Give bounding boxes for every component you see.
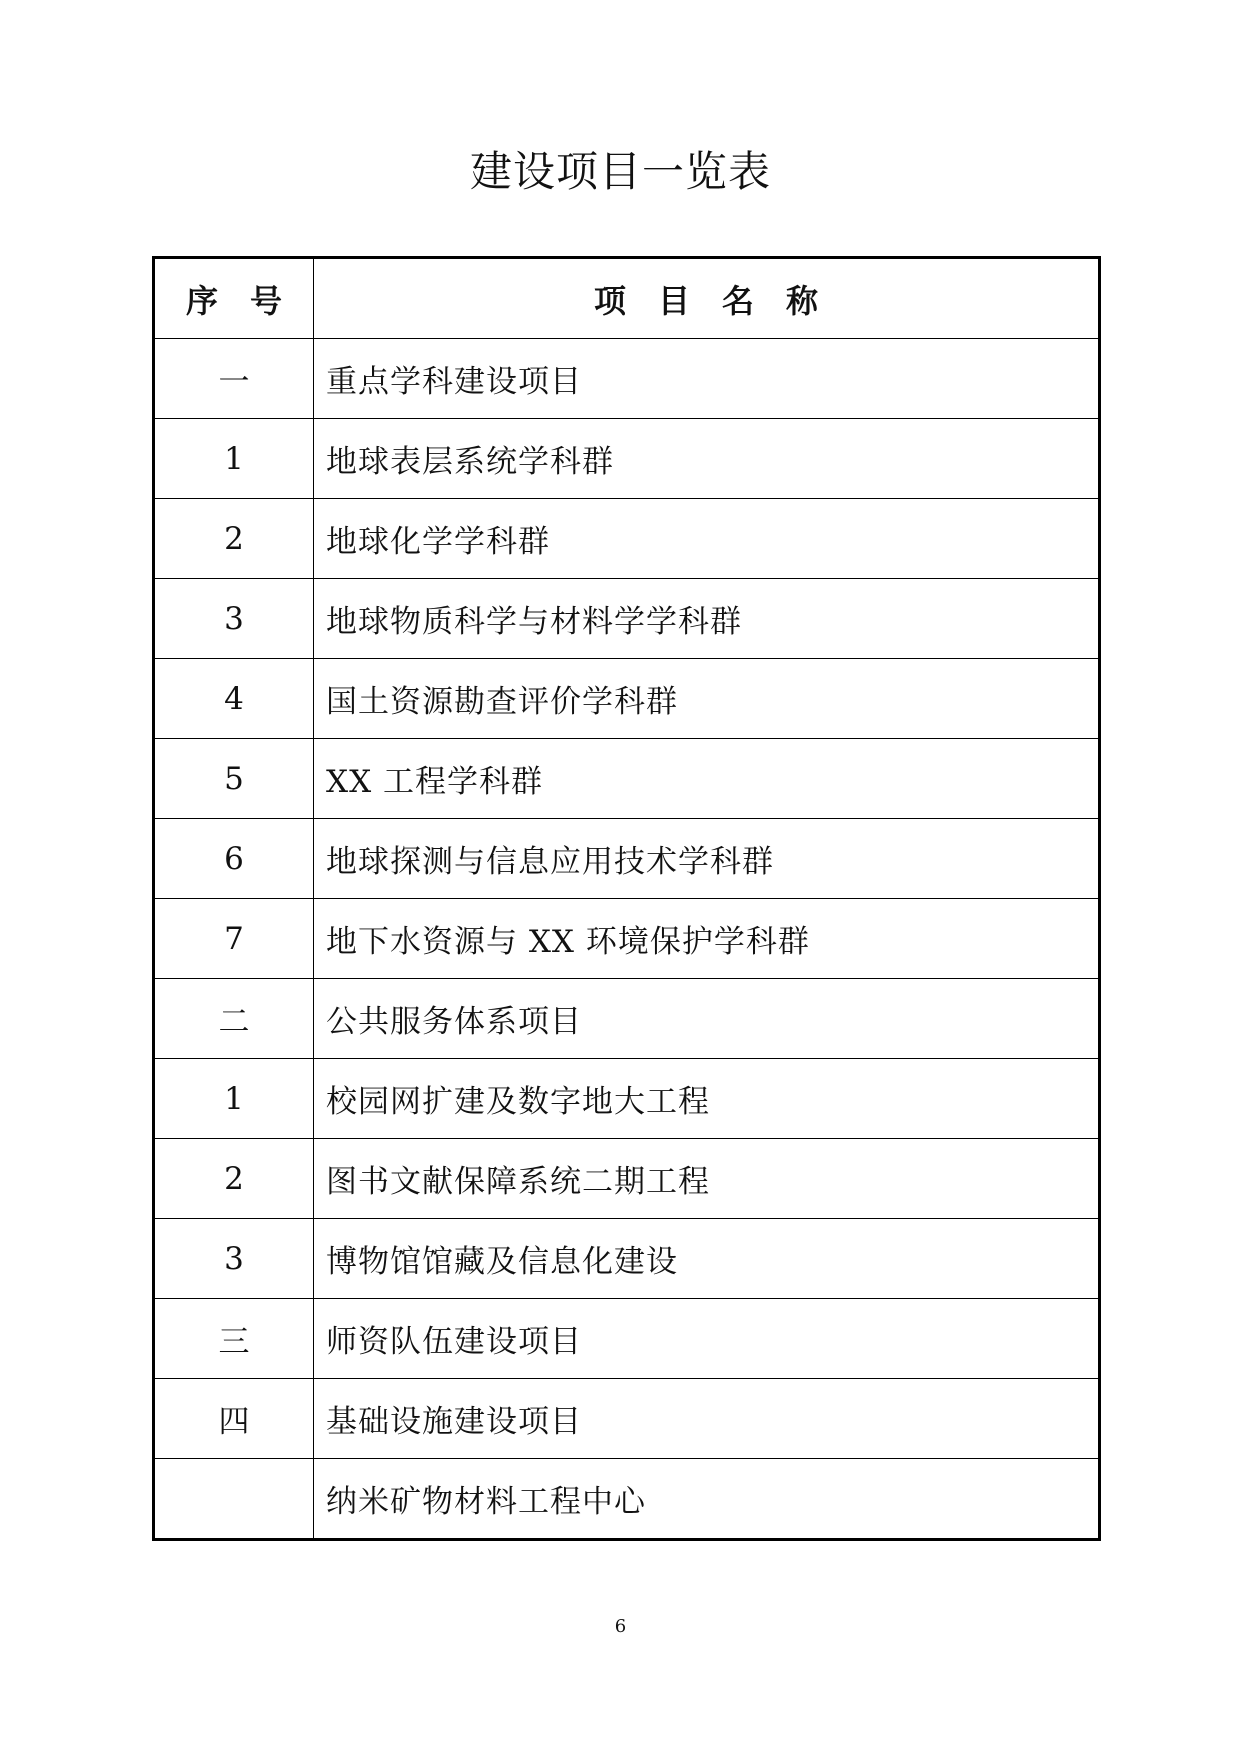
table-section-row — [154, 1299, 1100, 1379]
page-number: 6 — [614, 1616, 627, 1637]
page-title: 建设项目一览表 — [469, 147, 771, 196]
serial-number-cell: 1 — [154, 419, 314, 499]
project-name-cell: 校园网扩建及数字地大工程 — [314, 1059, 1100, 1139]
serial-number-cell: 1 — [154, 1059, 314, 1139]
serial-number-cell: 四 — [154, 1379, 314, 1459]
table-row — [154, 1219, 1100, 1299]
project-name-cell: 图书文献保障系统二期工程 — [314, 1139, 1100, 1219]
table-header-row — [154, 258, 1100, 339]
table-section-row — [154, 1379, 1100, 1459]
table-body — [154, 339, 1100, 1540]
serial-number-cell: 3 — [154, 579, 314, 659]
table-row — [154, 1139, 1100, 1219]
project-name-cell: 地球物质科学与材料学学科群 — [314, 579, 1100, 659]
table-row — [154, 499, 1100, 579]
project-name-cell: 国土资源勘查评价学科群 — [314, 659, 1100, 739]
table-row — [154, 899, 1100, 979]
serial-number-cell: 三 — [154, 1299, 314, 1379]
project-name-cell: 地下水资源与 XX 环境保护学科群 — [314, 899, 1100, 979]
serial-number-cell: 3 — [154, 1219, 314, 1299]
header-serial-number: 序 号 — [154, 258, 314, 339]
project-list-table — [152, 256, 1101, 1541]
table-section-row — [154, 339, 1100, 419]
project-name-cell: 地球化学学科群 — [314, 499, 1100, 579]
serial-number-cell: 2 — [154, 1139, 314, 1219]
table-row — [154, 819, 1100, 899]
project-name-cell: 地球探测与信息应用技术学科群 — [314, 819, 1100, 899]
project-name-cell: 重点学科建设项目 — [314, 339, 1100, 419]
table-row — [154, 1459, 1100, 1540]
table-section-row — [154, 979, 1100, 1059]
table-row — [154, 419, 1100, 499]
serial-number-cell: 二 — [154, 979, 314, 1059]
project-name-cell: 基础设施建设项目 — [314, 1379, 1100, 1459]
serial-number-cell: 6 — [154, 819, 314, 899]
project-name-cell: 地球表层系统学科群 — [314, 419, 1100, 499]
project-name-cell: 博物馆馆藏及信息化建设 — [314, 1219, 1100, 1299]
table-row — [154, 659, 1100, 739]
project-name-cell: XX 工程学科群 — [314, 739, 1100, 819]
project-name-cell: 纳米矿物材料工程中心 — [314, 1459, 1100, 1540]
serial-number-cell: 7 — [154, 899, 314, 979]
table-row — [154, 739, 1100, 819]
serial-number-cell: 4 — [154, 659, 314, 739]
project-name-cell: 师资队伍建设项目 — [314, 1299, 1100, 1379]
serial-number-cell: 2 — [154, 499, 314, 579]
serial-number-cell: 一 — [154, 339, 314, 419]
table-row — [154, 579, 1100, 659]
serial-number-cell: 5 — [154, 739, 314, 819]
project-name-cell: 公共服务体系项目 — [314, 979, 1100, 1059]
serial-number-cell — [154, 1459, 314, 1540]
table-row — [154, 1059, 1100, 1139]
header-project-name: 项 目 名 称 — [314, 258, 1100, 339]
